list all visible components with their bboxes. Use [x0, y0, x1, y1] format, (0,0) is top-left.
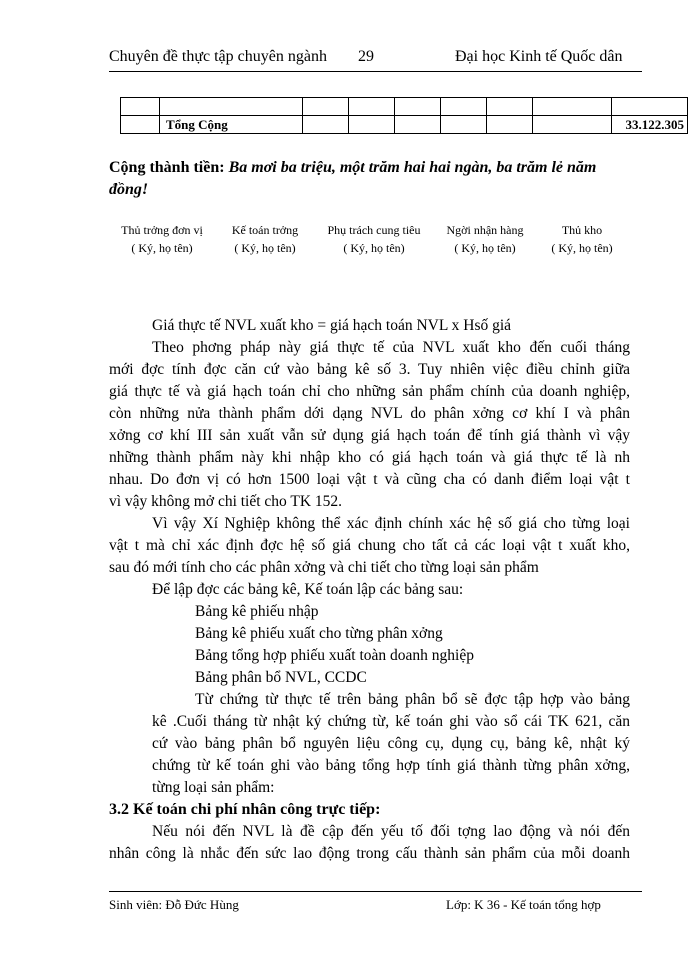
paragraph-line: Theo phơng pháp này giá thực tế của NVL xuất kho đến cuối tháng [152, 339, 630, 356]
amount-words: Ba mơi ba triệu, một trăm hai hai ngàn, ba trăm lẻ năm [228, 159, 597, 176]
table-row [121, 98, 688, 116]
signature-storekeeper: Thủ kho ( Ký, họ tên) [551, 223, 613, 255]
paragraph-line: Nếu nói đến NVL là đề cập đến yếu tố đối tợng lao động và nói đến [152, 823, 630, 840]
paragraph-line: Để lập đợc các bảng kê, Kế toán lập các bảng sau: [152, 581, 464, 598]
total-table [120, 97, 688, 134]
header-title: Chuyên đề thực tập chuyên ngành [109, 48, 327, 65]
paragraph-line: cứ vào bảng phân bổ nguyên liệu công cụ, dụng cụ, bảng kê, nhật ký [152, 735, 630, 752]
signature-supply-manager: Phụ trách cung tiêu ( Ký, họ tên) [327, 223, 421, 255]
paragraph-line: những thành phẩm này khi nhập kho có giá hạch toán và giá thực tế là nh [109, 449, 630, 466]
formula-line: Giá thực tế NVL xuất kho = giá hạch toán NVL x Hsố giá [152, 317, 512, 334]
paragraph-line: Từ chứng từ thực tế trên bảng phân bổ sẽ đợc tập hợp vào bảng [195, 691, 630, 708]
total-label: Tổng Cộng [160, 116, 303, 134]
paragraph-line: nhau. Do đơn vị có hơn 1500 loại vật t và cũng cha có danh điểm loại vật t [109, 471, 630, 488]
signature-receiver: Ngời nhận hàng ( Ký, họ tên) [446, 223, 524, 255]
amount-line-1 [109, 159, 596, 177]
paragraph-line: vật t mà chỉ xác định đợc hệ số giá chung cho tất cả các loại vật t xuất kho, [109, 537, 630, 554]
paragraph-line: xởng cơ khí III sản xuất vẫn sử dụng giá hạch toán để tính giá thành vì vậy [109, 427, 630, 444]
paragraph-line: vì vậy không mở chi tiết cho TK 152. [109, 493, 343, 510]
header-rule [109, 71, 642, 72]
header-university: Đại học Kinh tế Quốc dân [455, 48, 623, 65]
paragraph-line: nhân công là nhắc đến sức lao động trong cấu thành sản phẩm của mỗi doanh [109, 845, 630, 862]
signature-director: Thủ trởng đơn vị ( Ký, họ tên) [121, 223, 203, 255]
paragraph-line: còn những nửa thành phẩm dới dạng NVL do phân xởng cơ khí I và phân [109, 405, 630, 422]
footer-class: Lớp: K 36 - Kế toán tổng hợp [446, 897, 601, 912]
paragraph-line: chứng từ kế toán ghi vào bảng tổng hợp tính giá thành từng phân xởng, [152, 757, 630, 774]
signature-chief-accountant: Kế toán trởng ( Ký, họ tên) [231, 223, 299, 255]
page-number: 29 [358, 48, 374, 65]
list-item: Bảng kê phiếu xuất cho từng phân xởng [195, 625, 443, 642]
paragraph-line: sau đó mới tính cho các phân xởng và chi tiết cho từng loại sản phẩm [109, 559, 539, 576]
list-item: Bảng tổng hợp phiếu xuất toàn doanh nghiệp [195, 647, 474, 664]
footer-rule [109, 891, 642, 892]
list-item: Bảng phân bổ NVL, CCDC [195, 669, 367, 686]
list-item: Bảng kê phiếu nhập [195, 603, 319, 620]
paragraph-line: từng loại sản phẩm: [152, 779, 275, 796]
amount-label: Cộng thành tiền: [109, 159, 225, 176]
section-heading: 3.2 Kế toán chi phí nhân công trực tiếp: [109, 801, 381, 818]
amount-line-2: đồng! [109, 181, 149, 198]
paragraph-line: Vì vậy Xí Nghiệp không thể xác định chính xác hệ số giá cho từng loại [152, 515, 630, 532]
table-row-total [121, 116, 688, 134]
paragraph-line: mới đợc tính đợc căn cứ vào bảng kê số 3. Tuy nhiên việc điều chỉnh giữa [109, 361, 630, 378]
paragraph-line: kê .Cuối tháng từ nhật ký chứng từ, kế toán ghi vào sổ cái TK 621, căn [152, 713, 630, 730]
paragraph-line: giá thực tế và giá hạch toán chỉ cho những sản phẩm chính của doanh nghiệp, [109, 383, 630, 400]
total-value: 33.122.305 [612, 116, 688, 134]
footer-student: Sinh viên: Đỗ Đức Hùng [109, 897, 239, 912]
